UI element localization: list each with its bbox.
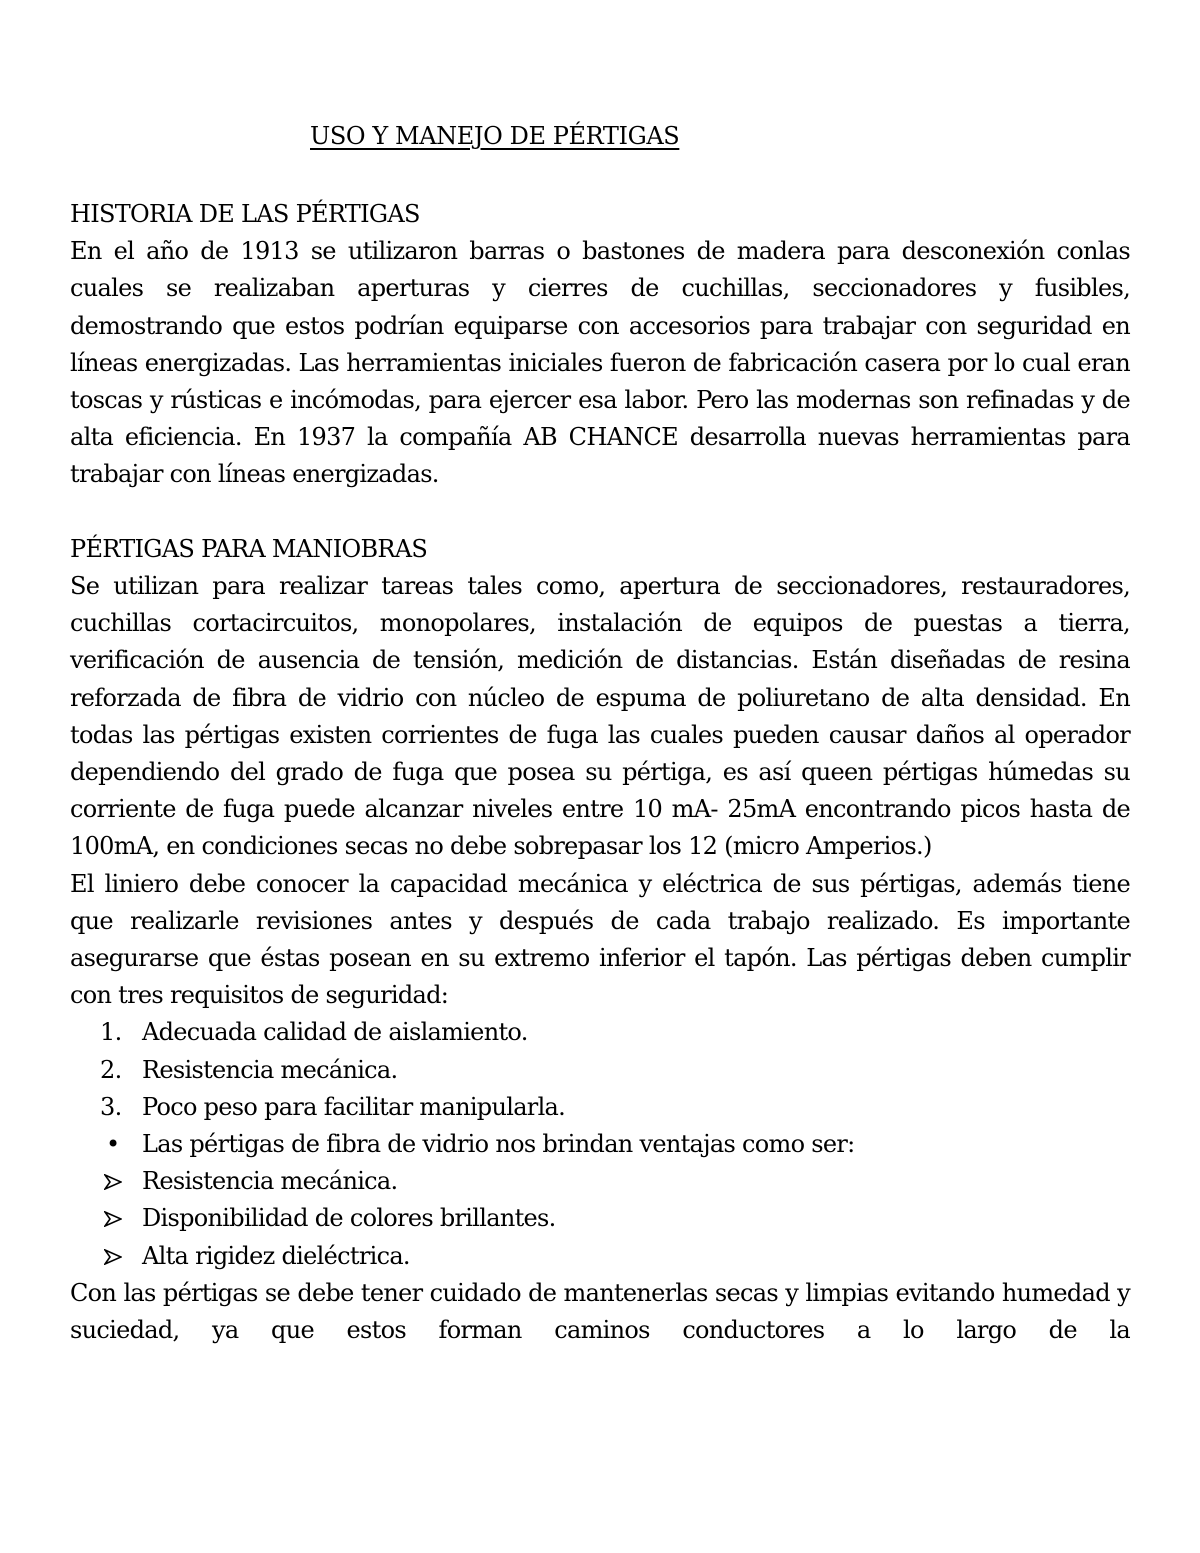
paragraph-liniero: El liniero debe conocer la capacidad mecánica y eléctrica de sus pértigas, además tiene que realizarle revisiones antes y después de cada trabajo realizado. Es importante asegurarse que éstas posean en su extremo inferior el tapón. Las pértigas deben cumplir con tres requisitos de seguridad: xyxy=(70,869,1130,1010)
bullet-icon: • xyxy=(106,1130,120,1159)
arrow-icon xyxy=(104,1164,140,1190)
arrow-icon xyxy=(104,1239,140,1265)
paragraph-cuidado: Con las pértigas se debe tener cuidado de mantenerlas secas y limpias evitando humedad y suciedad, ya que estos forman caminos conductores a lo largo de la xyxy=(70,1278,1130,1344)
list-number: 2. xyxy=(100,1055,122,1084)
list-item xyxy=(70,1200,1130,1237)
list-number: 1. xyxy=(100,1018,122,1047)
paragraph-maniobras-uso: Se utilizan para realizar tareas tales como, apertura de seccionadores, restauradores, cuchillas cortacircuitos, monopolares, instalación de equipos de puestas a tierra, verificación de ausencia de tensión, medición de distancias. Están diseñadas de resina reforzada de fibra de vidrio con núcleo de espuma de poliuretano de alta densidad. En todas las pértigas existen corrientes de fuga las cuales pueden causar daños al operador dependiendo del grado de fuga que posea su pértiga, es así queen pértigas húmedas su corriente de fuga puede alcanzar niveles entre 10 mA- 25mA encontrando picos hasta de 100mA, en condiciones secas no debe sobrepasar los 12 (micro Amperios.) xyxy=(70,572,1130,861)
list-item xyxy=(70,1163,1130,1200)
list-item xyxy=(70,1052,1130,1089)
list-number: 3. xyxy=(100,1092,122,1121)
section-heading-historia: HISTORIA DE LAS PÉRTIGAS xyxy=(70,200,420,228)
paragraph-historia: En el año de 1913 se utilizaron barras o bastones de madera para desconexión conlas cuales se realizaban aperturas y cierres de cuchillas, seccionadores y fusibles, demostrando que estos podrían equiparse con accesorios para trabajar con seguridad en líneas energizadas. Las herramientas iniciales fueron de fabricación casera por lo cual eran toscas y rústicas e incómodas, para ejercer esa labor. Pero las modernas son refinadas y de alta eficiencia. En 1937 la compañía AB CHANCE desarrolla nuevas herramientas para trabajar con líneas energizadas. xyxy=(70,237,1130,489)
list-item xyxy=(70,1014,1130,1051)
list-item-text: Resistencia mecánica. xyxy=(142,1055,398,1084)
requirements-list xyxy=(70,1014,1130,1274)
list-item xyxy=(70,1238,1130,1275)
document-body xyxy=(70,196,1130,1349)
arrow-icon xyxy=(104,1201,140,1227)
list-item xyxy=(70,1126,1130,1163)
list-item-text: Disponibilidad de colores brillantes. xyxy=(142,1204,556,1233)
section-heading-maniobras: PÉRTIGAS PARA MANIOBRAS xyxy=(70,534,428,563)
list-item xyxy=(70,1089,1130,1126)
list-item-text: Adecuada calidad de aislamiento. xyxy=(142,1018,528,1047)
list-item-text: Resistencia mecánica. xyxy=(142,1167,398,1196)
list-item-text: Las pértigas de fibra de vidrio nos brindan ventajas como ser: xyxy=(142,1130,855,1159)
document-title: USO Y MANEJO DE PÉRTIGAS xyxy=(310,122,680,150)
list-item-text: Poco peso para facilitar manipularla. xyxy=(142,1092,566,1121)
blank-line xyxy=(70,494,1130,531)
list-item-text: Alta rigidez dieléctrica. xyxy=(142,1241,410,1270)
